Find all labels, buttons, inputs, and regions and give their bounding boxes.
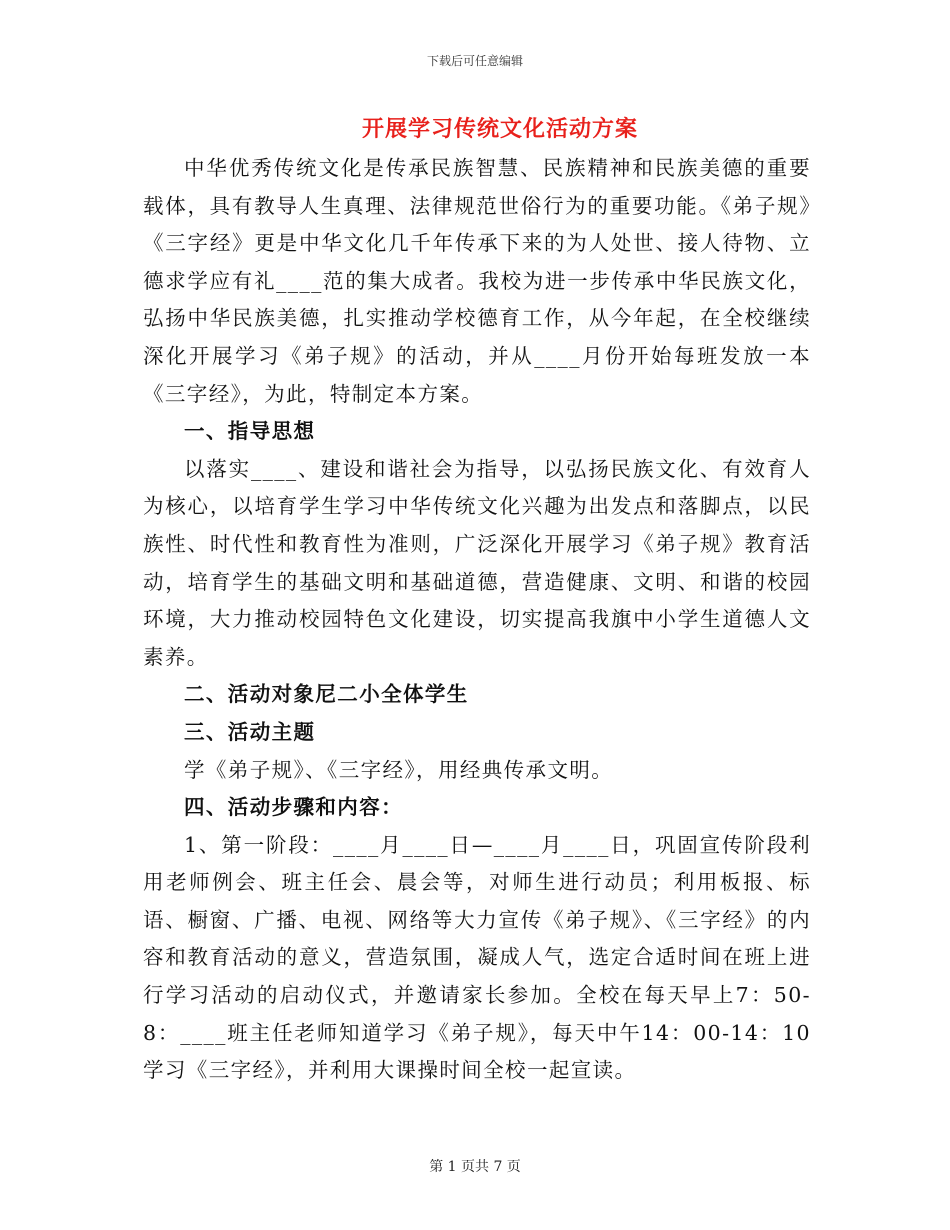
section-paragraph-theme: 学《弟子规》、《三字经》，用经典传承文明。 — [184, 757, 614, 782]
document-body — [143, 150, 811, 1090]
header-note: 下载后可任意编辑 — [426, 54, 523, 68]
page-number: 第 1 页共 7 页 — [429, 1159, 521, 1175]
section-heading-guiding-ideology: 一、指导思想 — [184, 419, 316, 444]
section-paragraph-guiding-ideology: 以落实____、建设和谐社会为指导，以弘扬民族文化、有效育人为核心，以培育学生学习中华传统文化兴趣为出发点和落脚点，以民族性、时代性和教育性为准则，广泛深化开展学习《弟子规》教育活动，培育学生的基础文明和基础道德，营造健康、文明、和谐的校园环境，大力推动校园特色文化建设，切实提高我旗中小学生道德人文素养。 — [143, 456, 811, 669]
section-paragraph-steps: 1、第一阶段：____月____日—____月____日，巩固宣传阶段利用老师例会、班主任会、晨会等，对师生进行动员；利用板报、标语、橱窗、广播、电视、网络等大力宣传《弟子规》、《三字经》的内容和教育活动的意义，营造氛围，凝成人气，选定合适时间在班上进行学习活动的启动仪式，并邀请家长参加。全校在每天早上7：50-8：____班主任老师知道学习《弟子规》，每天中午14：00-14：10学习《三字经》，并利用大课操时间全校一起宣读。 — [143, 832, 811, 1083]
section-heading-theme: 三、活动主题 — [184, 719, 316, 744]
section-heading-steps: 四、活动步骤和内容： — [184, 795, 403, 820]
document-title: 开展学习传统文化活动方案 — [361, 116, 638, 142]
intro-paragraph: 中华优秀传统文化是传承民族智慧、民族精神和民族美德的重要载体，具有教导人生真理、法律规范世俗行为的重要功能。《弟子规》《三字经》更是中华文化几千年传承下来的为人处世、接人待物、立德求学应有礼____范的集大成者。我校为进一步传承中华民族文化，弘扬中华民族美德，扎实推动学校德育工作，从今年起，在全校继续深化开展学习《弟子规》的活动，并从____月份开始每班发放一本《三字经》，为此，特制定本方案。 — [143, 156, 811, 406]
section-heading-target-audience: 二、活动对象尼二小全体学生 — [184, 682, 469, 707]
